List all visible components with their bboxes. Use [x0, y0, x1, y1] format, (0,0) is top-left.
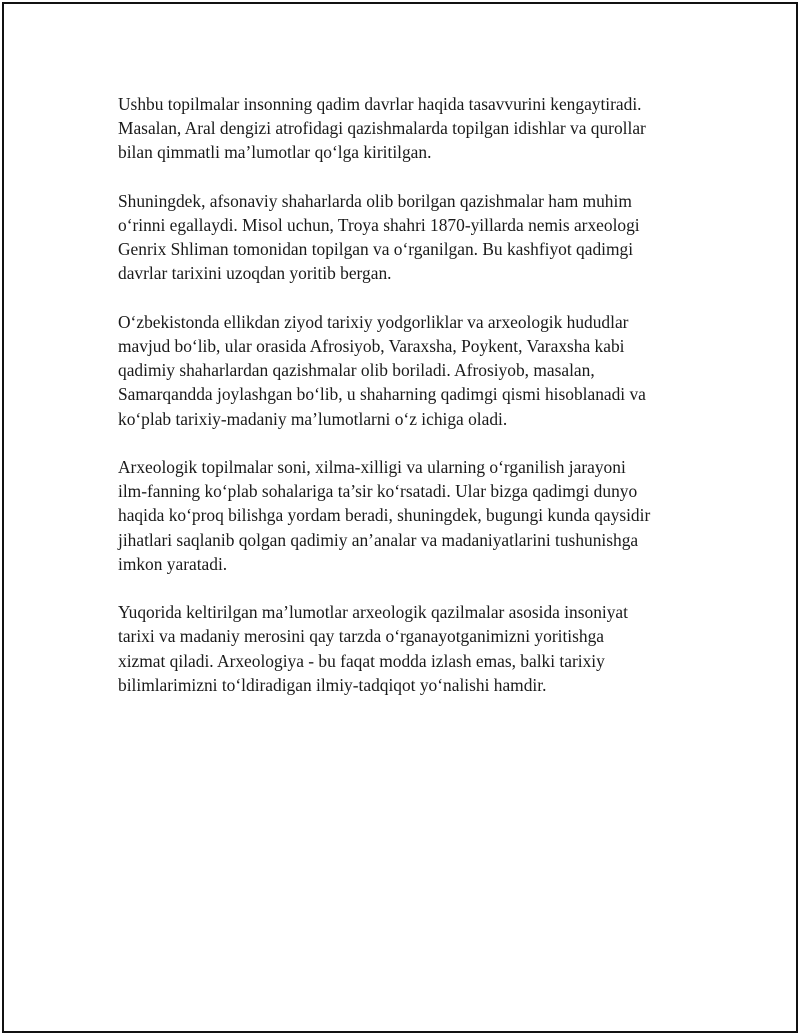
paragraph-line: mavjud bo‘lib, ular orasida Afrosiyob, Varaxsha, Poykent, Varaxsha kabi: [118, 336, 625, 356]
paragraph-line: haqida ko‘proq bilishga yordam beradi, shuningdek, bugungi kunda qaysidir: [118, 505, 651, 526]
paragraph-line: O‘zbekistonda ellikdan ziyod tarixiy yodgorliklar va arxeologik hududlar: [118, 311, 629, 332]
paragraph-5: [118, 600, 708, 697]
paragraph-line: bilimlarimizni to‘ldiradigan ilmiy-tadqiqot yo‘nalishi hamdir.: [118, 674, 547, 695]
paragraph-line: Yuqorida keltirilgan ma’lumotlar arxeologik qazilmalar asosida insoniyat: [118, 602, 628, 623]
paragraph-line: xizmat qiladi. Arxeologiya - bu faqat modda izlash emas, balki tarixiy: [118, 650, 605, 671]
paragraph-line: o‘rinni egallaydi. Misol uchun, Troya shahri 1870-yillarda nemis arxeologi: [118, 215, 640, 235]
paragraph-1: [118, 92, 708, 165]
paragraph-line: tarixi va madaniy merosini qay tarzda o‘rganayotganimizni yoritishga: [118, 626, 604, 647]
paragraph-2: [118, 189, 708, 286]
document-body: [118, 92, 708, 721]
paragraph-line: Samarqandda joylashgan bo‘lib, u shaharning qadimgi qismi hisoblanadi va: [118, 384, 646, 405]
paragraph-line: Shuningdek, afsonaviy shaharlarda olib borilgan qazishmalar ham muhim: [118, 190, 632, 211]
paragraph-line: Ushbu topilmalar insonning qadim davrlar haqida tasavvurini kengaytiradi.: [118, 94, 642, 114]
paragraph-line: ilm-fanning ko‘plab sohalariga ta’sir ko‘rsatadi. Ular bizga qadimgi dunyo: [118, 481, 638, 502]
paragraph-4: [118, 455, 708, 576]
paragraph-line: Masalan, Aral dengizi atrofidagi qazishmalarda topilgan idishlar va qurollar: [118, 118, 646, 139]
paragraph-line: jihatlari saqlanib qolgan qadimiy an’analar va madaniyatlarini tushunishga: [118, 529, 639, 550]
paragraph-line: Genrix Shliman tomonidan topilgan va o‘rganilgan. Bu kashfiyot qadimgi: [118, 239, 634, 260]
paragraph-3: [118, 310, 708, 431]
paragraph-line: Arxeologik topilmalar soni, xilma-xilligi va ularning o‘rganilish jarayoni: [118, 457, 626, 477]
paragraph-line: davrlar tarixini uzoqdan yoritib bergan.: [118, 263, 392, 284]
paragraph-line: bilan qimmatli ma’lumotlar qo‘lga kiritilgan.: [118, 142, 432, 163]
paragraph-line: qadimiy shaharlardan qazishmalar olib boriladi. Afrosiyob, masalan,: [118, 360, 595, 381]
paragraph-line: ko‘plab tarixiy-madaniy ma’lumotlarni o‘z ichiga oladi.: [118, 408, 508, 429]
paragraph-line: imkon yaratadi.: [118, 553, 228, 574]
